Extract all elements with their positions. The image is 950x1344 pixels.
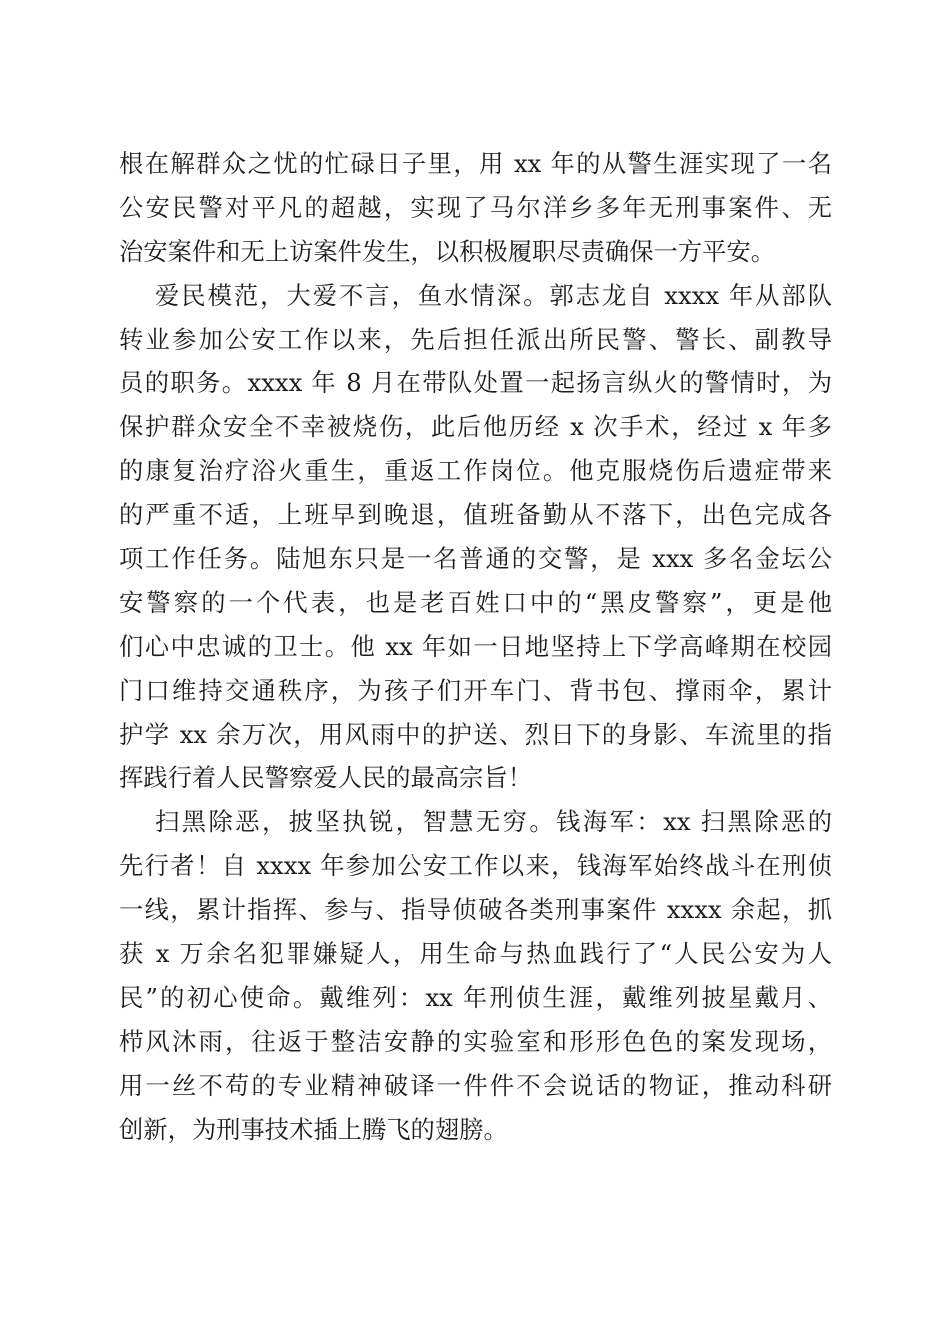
paragraph-3-line-5: 民”的初心使命。戴维列：xx 年刑侦生涯，戴维列披星戴月、 [119,982,832,1012]
paragraph-3-line-3: 一线，累计指挥、参与、指导侦破各类刑事案件 xxxx 余起，抓 [119,895,832,925]
paragraph-2-line-1: 爱民模范，大爱不言，鱼水情深。郭志龙自 xxxx 年从部队 [155,280,832,310]
paragraph-2-line-5: 的康复治疗浴火重生，重返工作岗位。他克服烧伤后遗症带来 [119,456,832,486]
paragraph-2-line-10: 门口维持交通秩序，为孩子们开车门、背书包、撑雨伞，累计 [119,675,832,705]
paragraph-3-line-8: 创新，为刑事技术插上腾飞的翅膀。 [119,1114,508,1144]
paragraph-2-line-3: 员的职务。xxxx 年 8 月在带队处置一起扬言纵火的警情时，为 [119,368,832,398]
paragraph-2-line-12: 挥践行着人民警察爱人民的最高宗旨！ [119,763,533,793]
paragraph-2-line-4: 保护群众安全不幸被烧伤，此后他历经 x 次手术，经过 x 年多 [119,412,832,442]
paragraph-3-line-4: 获 x 万余名犯罪嫌疑人，用生命与热血践行了“人民公安为人 [119,939,832,969]
paragraph-2-line-7: 项工作任务。陆旭东只是一名普通的交警，是 xxx 多名金坛公 [119,544,832,574]
paragraph-2-line-9: 们心中忠诚的卫士。他 xx 年如一日地坚持上下学高峰期在校园 [119,631,832,661]
paragraph-3-line-1: 扫黑除恶，披坚执锐，智慧无穷。钱海军：xx 扫黑除恶的 [155,807,832,837]
paragraph-2-line-8: 安警察的一个代表，也是老百姓口中的“黑皮警察”，更是他 [119,587,832,617]
paragraph-3-line-7: 用一丝不苟的专业精神破译一件件不会说话的物证，推动科研 [119,1070,832,1100]
paragraph-1-line-3: 治安案件和无上访案件发生，以积极履职尽责确保一方平安。 [119,236,776,266]
paragraph-2-line-6: 的严重不适，上班早到晚退，值班备勤从不落下，出色完成各 [119,500,832,530]
paragraph-1-line-1: 根在解群众之忧的忙碌日子里，用 xx 年的从警生涯实现了一名 [119,149,832,178]
paragraph-1-line-2: 公安民警对平凡的超越，实现了马尔洋乡多年无刑事案件、无 [119,192,832,222]
paragraph-3-line-2: 先行者！自 xxxx 年参加公安工作以来，钱海军始终战斗在刑侦 [119,851,832,881]
paragraph-2-line-2: 转业参加公安工作以来，先后担任派出所民警、警长、副教导 [119,324,832,354]
body-text [119,142,832,1151]
paragraph-2-line-11: 护学 xx 余万次，用风雨中的护送、烈日下的身影、车流里的指 [119,719,832,749]
paragraph-3-line-6: 栉风沐雨，往返于整洁安静的实验室和形形色色的案发现场， [119,1026,832,1056]
